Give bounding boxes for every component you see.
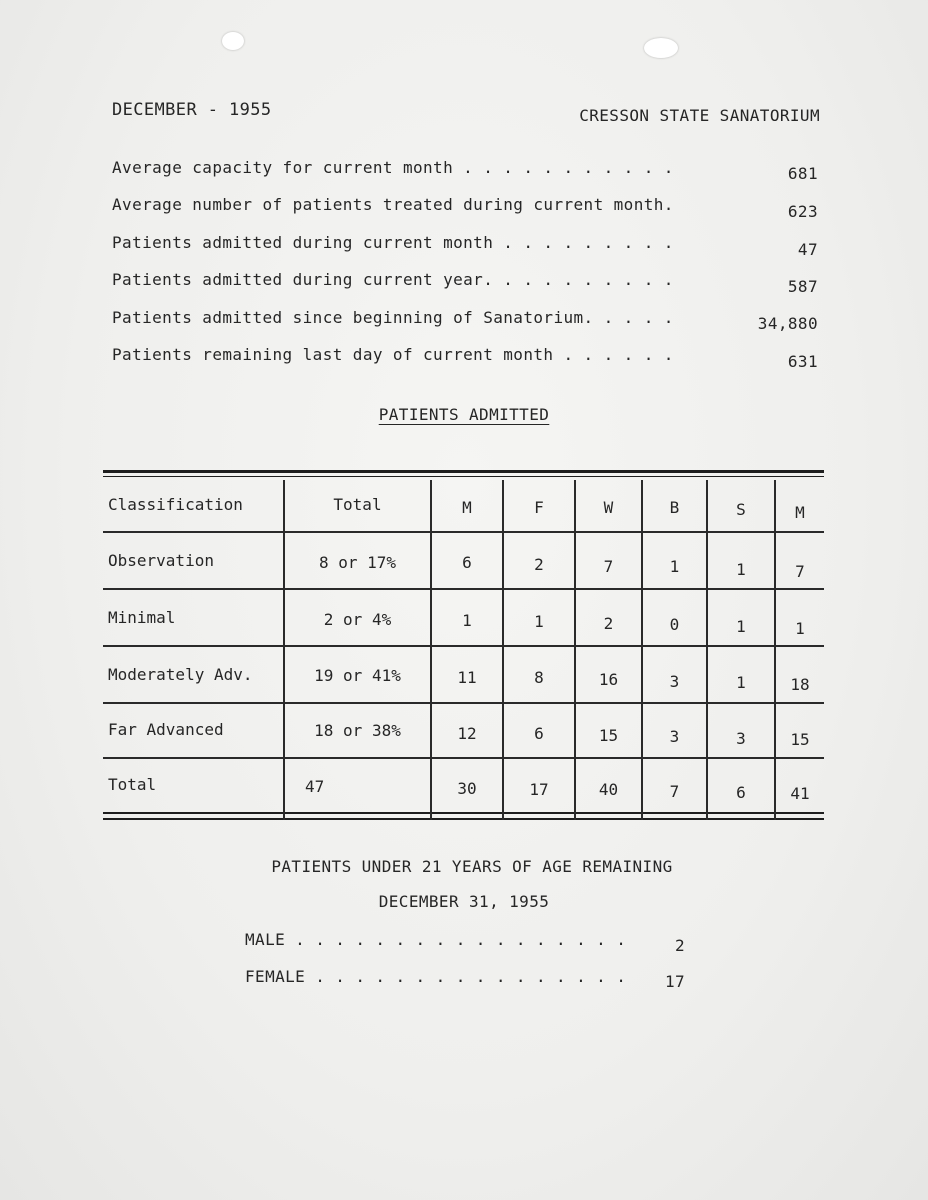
- under21-date: DECEMBER 31, 1955: [378, 892, 550, 911]
- cell-black: 1: [669, 557, 680, 576]
- column-divider: [641, 480, 643, 820]
- column-header-classification: Classification: [108, 495, 243, 514]
- cell-married: 1: [795, 619, 805, 638]
- column-header-male: M: [462, 498, 472, 517]
- row-label-observation: Observation: [108, 551, 214, 570]
- cell-single: 3: [736, 729, 746, 748]
- cell-single: 1: [736, 560, 746, 579]
- column-header-single: S: [736, 500, 746, 519]
- cell-male: 12: [457, 724, 477, 743]
- cell-black: 3: [669, 672, 680, 691]
- cell-total: 18 or 38%: [314, 721, 401, 740]
- report-date: DECEMBER - 1955: [112, 100, 272, 120]
- cell-total: 19 or 41%: [314, 666, 401, 685]
- punch-hole-right: [644, 38, 678, 58]
- under21-title: PATIENTS UNDER 21 YEARS OF AGE REMAINING: [271, 857, 673, 876]
- column-header-married: M: [795, 503, 805, 522]
- row-divider: [103, 702, 824, 704]
- cell-total: 2 or 4%: [323, 610, 392, 629]
- column-divider: [283, 480, 285, 820]
- cell-female: 1: [534, 612, 544, 631]
- cell-white: 40: [598, 780, 619, 799]
- under21-male-value: 2: [675, 936, 686, 955]
- column-divider: [774, 480, 776, 820]
- cell-white: 16: [598, 670, 619, 689]
- section-title-patients-admitted: PATIENTS ADMITTED: [378, 405, 550, 424]
- column-header-female: F: [534, 498, 544, 517]
- row-label-moderately-advanced: Moderately Adv.: [108, 665, 253, 684]
- cell-married: 18: [790, 675, 810, 694]
- table-top-rule-inner: [103, 476, 824, 477]
- column-divider: [430, 480, 432, 820]
- stat-value-capacity: 681: [787, 164, 818, 183]
- stat-label-avg-treated: Average number of patients treated during current month.: [112, 195, 674, 214]
- cell-male: 1: [462, 611, 472, 630]
- cell-female: 8: [534, 668, 544, 687]
- cell-male: 11: [457, 668, 477, 687]
- row-divider: [103, 531, 824, 533]
- cell-single: 6: [736, 783, 746, 802]
- stat-value-admitted-total: 34,880: [757, 314, 818, 333]
- stat-label-capacity: Average capacity for current month . . . . . . . . . . .: [112, 158, 674, 177]
- row-label-total: Total: [108, 775, 157, 794]
- cell-married: 41: [790, 784, 810, 803]
- institution-name: CRESSON STATE SANATORIUM: [579, 106, 820, 125]
- under21-male-label: MALE . . . . . . . . . . . . . . . . .: [245, 930, 627, 949]
- column-header-black: B: [669, 498, 680, 517]
- cell-married: 15: [790, 730, 810, 749]
- row-label-minimal: Minimal: [108, 608, 176, 627]
- stat-value-avg-treated: 623: [787, 202, 818, 221]
- row-divider: [103, 757, 824, 759]
- column-divider: [502, 480, 504, 820]
- column-header-total: Total: [333, 495, 382, 514]
- cell-white: 7: [603, 557, 614, 576]
- under21-female-label: FEMALE . . . . . . . . . . . . . . . .: [245, 967, 627, 986]
- row-label-far-advanced: Far Advanced: [108, 720, 224, 739]
- table-bottom-rule-inner: [103, 818, 824, 820]
- stat-label-admitted-total: Patients admitted since beginning of Sanatorium. . . . .: [112, 308, 674, 327]
- punch-hole-left: [222, 32, 244, 50]
- column-divider: [574, 480, 576, 820]
- cell-black: 7: [669, 782, 680, 801]
- stat-value-remaining: 631: [787, 352, 818, 371]
- cell-black: 3: [669, 727, 680, 746]
- stat-label-admitted-year: Patients admitted during current year. . . . . . . . . .: [112, 270, 674, 289]
- under21-female-value: 17: [665, 972, 686, 991]
- cell-female: 2: [534, 555, 544, 574]
- cell-single: 1: [736, 673, 746, 692]
- stat-label-remaining: Patients remaining last day of current month . . . . . .: [112, 345, 674, 364]
- cell-white: 15: [598, 726, 619, 745]
- row-divider: [103, 588, 824, 590]
- cell-male: 6: [462, 553, 472, 572]
- table-bottom-rule: [103, 812, 824, 814]
- cell-female: 6: [534, 724, 544, 743]
- stat-value-admitted-month: 47: [797, 240, 818, 259]
- cell-male: 30: [457, 779, 477, 798]
- table-top-rule: [103, 470, 824, 473]
- cell-female: 17: [529, 780, 549, 799]
- cell-single: 1: [736, 617, 746, 636]
- cell-white: 2: [603, 614, 614, 633]
- column-header-white: W: [603, 498, 614, 517]
- column-divider: [706, 480, 708, 820]
- cell-total: 47: [305, 777, 325, 796]
- cell-black: 0: [669, 615, 680, 634]
- cell-total: 8 or 17%: [318, 553, 397, 572]
- stat-label-admitted-month: Patients admitted during current month . . . . . . . . .: [112, 233, 674, 252]
- stat-value-admitted-year: 587: [787, 277, 818, 296]
- cell-married: 7: [795, 562, 805, 581]
- row-divider: [103, 645, 824, 647]
